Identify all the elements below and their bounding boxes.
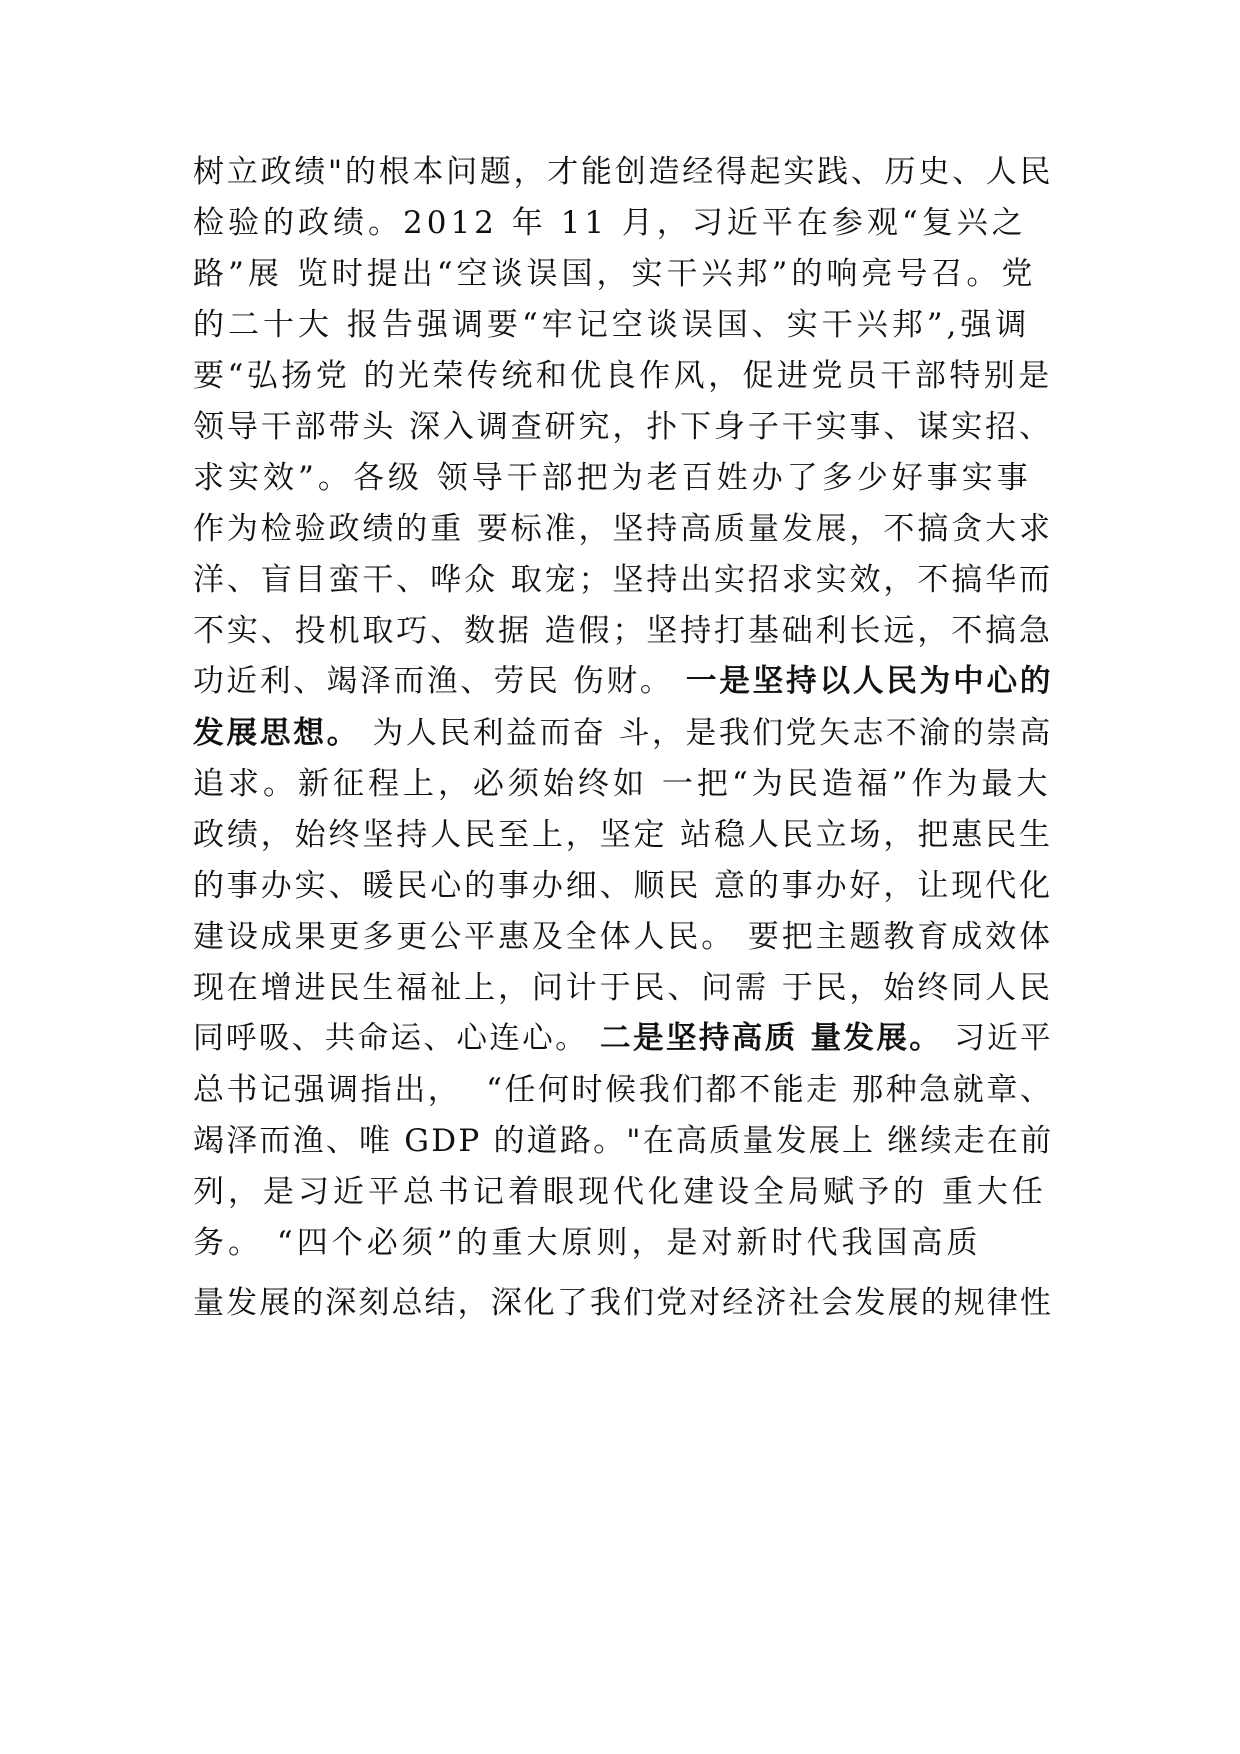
text-line [193, 1172, 1053, 1212]
section-heading: 二是坚持高质 量发展。 [600, 1021, 943, 1056]
line-text: 领导干部带头 深入调查研究，扑下身子干实事、谋实招、 [193, 409, 1053, 445]
text-line [193, 407, 1053, 447]
line-text: 为人民利益而奋 斗，是我们党矢志不渝的崇高 [360, 715, 1053, 751]
section-heading: 发展思想。 [193, 715, 361, 751]
line-text: 树立政绩"的根本问题，才能创造经得起实践、历史、人民 [193, 154, 1054, 190]
text-line [193, 1019, 1053, 1059]
line-text: 同呼吸、共命运、心连心。 [193, 1021, 601, 1056]
text-line [193, 1070, 1053, 1110]
text-line [193, 509, 1053, 549]
line-text: 要“弘扬党 的光荣传统和优良作风，促进党员干部特别是 [193, 358, 1053, 394]
line-text: 总书记强调指出， “任何时候我们都不能走 那种急就章、 [193, 1072, 1054, 1108]
line-text: 求实效”。各级 领导干部把为老百姓办了多少好事实事 [193, 460, 1032, 496]
line-text: 的事办实、暖民心的事办细、顺民 意的事办好，让现代化 [193, 868, 1053, 904]
text-line [193, 611, 1053, 651]
text-line [193, 815, 1053, 855]
line-text: 追求。新征程上，必须始终如 一把“为民造福”作为最大 [193, 766, 1052, 802]
line-text: 功近利、竭泽而渔、劳民 伤财。 [193, 664, 686, 699]
text-line [193, 305, 1053, 345]
text-line [193, 1223, 1053, 1263]
text-line [193, 917, 1053, 957]
line-text: 路”展 览时提出“空谈误国，实干兴邦”的响亮号召。党 [193, 256, 1037, 292]
line-text: 竭泽而渔、唯 GDP 的道路。"在高质量发展上 继续走在前 [193, 1123, 1054, 1159]
line-text: 习近平 [942, 1021, 1053, 1056]
line-text: 作为检验政绩的重 要标准，坚持高质量发展，不搞贪大求 [193, 511, 1053, 547]
text-line [193, 458, 1053, 498]
text-line [193, 203, 1053, 243]
line-text: 的二十大 报告强调要“牢记空谈误国、实干兴邦”,强调 [193, 307, 1031, 343]
line-text: 检验的政绩。2012 年 11 月，习近平在参观“复兴之 [193, 205, 1027, 241]
line-text: 政绩，始终坚持人民至上，坚定 站稳人民立场，把惠民生 [193, 817, 1053, 853]
text-line [193, 662, 1053, 702]
section-heading: 一是坚持以人民为中心的 [685, 664, 1054, 699]
text-line [193, 968, 1053, 1008]
text-line [193, 713, 1053, 753]
text-line [193, 866, 1053, 906]
line-text: 量发展的深刻总结，深化了我们党对经济社会发展的规律性 [193, 1285, 1053, 1321]
text-line [193, 560, 1053, 600]
line-text: 务。 “四个必须”的重大原则，是对新时代我国高质 [193, 1225, 982, 1261]
text-line [193, 356, 1053, 396]
line-text: 洋、盲目蛮干、哗众 取宠；坚持出实招求实效，不搞华而 [193, 562, 1053, 598]
text-line [193, 1121, 1053, 1161]
line-text: 现在增进民生福祉上，问计于民、问需 于民，始终同人民 [193, 970, 1053, 1006]
line-text: 不实、投机取巧、数据 造假；坚持打基础利长远，不搞急 [193, 613, 1053, 649]
text-line [193, 254, 1053, 294]
text-line [193, 764, 1053, 804]
line-text: 列，是习近平总书记着眼现代化建设全局赋予的 重大任 [193, 1174, 1047, 1210]
line-text: 建设成果更多更公平惠及全体人民。 要把主题教育成效体 [193, 919, 1053, 955]
text-line [193, 1283, 1053, 1323]
text-line [193, 152, 1053, 192]
